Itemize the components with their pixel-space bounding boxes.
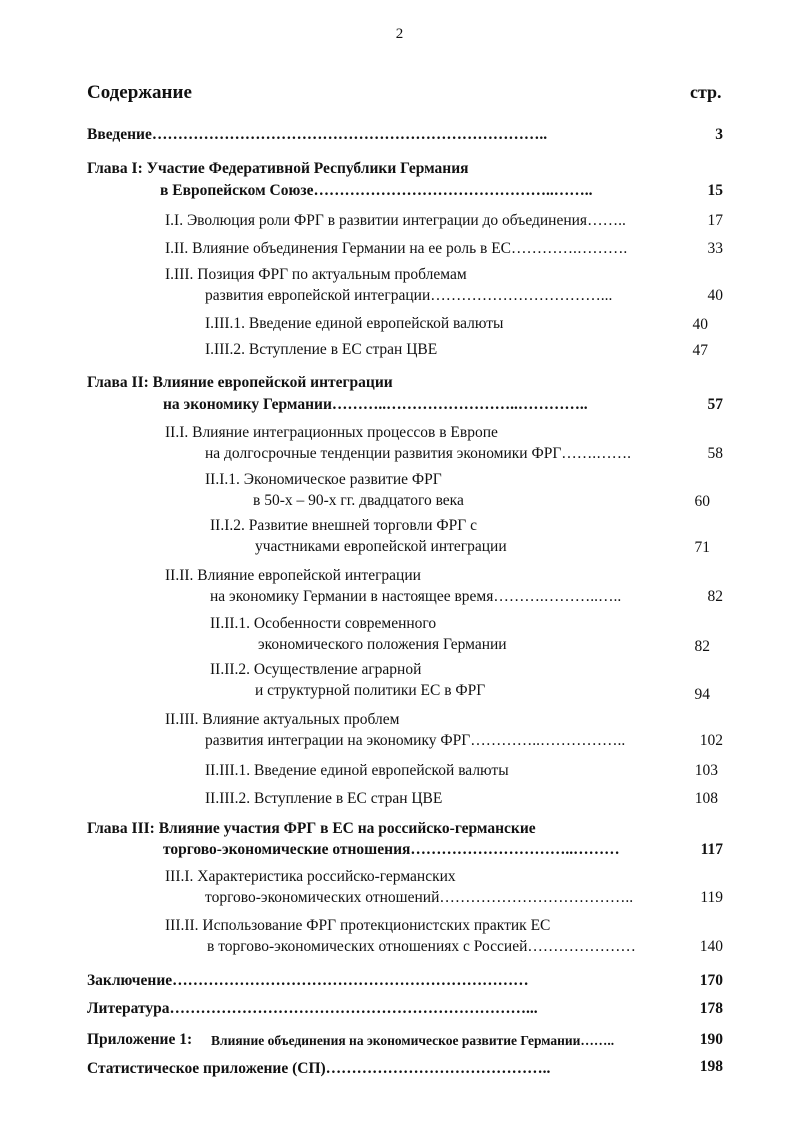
toc-section-1-3-1[interactable]: I.III.1. Введение единой европейской валюты [205,315,504,332]
toc-chapter-2-cont[interactable]: на экономику Германии………..……………………..………….. [163,396,588,413]
toc-conclusion-page: 170 [699,972,723,989]
toc-section-1-1-page: 17 [707,212,723,229]
toc-section-2-2-1-cont[interactable]: экономического положения Германии [258,636,507,653]
toc-section-1-3-2-page: 47 [692,342,708,359]
toc-section-2-2-cont[interactable]: на экономику Германии в настоящее время……….………..….. [210,588,622,605]
toc-chapter-3-cont[interactable]: торгово-экономические отношения…………………………..……… [163,841,620,858]
toc-section-2-1-1-page: 60 [694,493,710,510]
toc-section-1-1[interactable]: I.I. Эволюция роли ФРГ в развитии интеграции до объединения…….. [165,212,626,229]
toc-section-2-2-2-page: 94 [694,686,710,703]
toc-statistical-appendix[interactable]: Статистическое приложение (СП)…………………………………….. [87,1060,551,1077]
toc-chapter-1-page: 15 [707,182,723,199]
toc-section-2-3-1-page: 103 [694,762,718,779]
toc-section-2-3-1[interactable]: II.III.1. Введение единой европейской валюты [205,762,509,779]
toc-literature-page: 178 [699,1000,723,1017]
toc-section-3-1-page: 119 [700,889,723,906]
toc-section-1-3-2[interactable]: I.III.2. Вступление в ЕС стран ЦВЕ [205,341,438,358]
toc-section-3-2[interactable]: III.II. Использование ФРГ протекционистских практик ЕС [165,917,551,934]
toc-conclusion[interactable]: Заключение…………………………………………………………… [87,972,529,989]
toc-section-1-3-cont[interactable]: развития европейской интеграции……………………………... [205,287,613,304]
toc-chapter-1[interactable]: Глава I: Участие Федеративной Республики Германия [87,160,469,177]
toc-section-2-1[interactable]: II.I. Влияние интеграционных процессов в Европе [165,424,498,441]
page-column-header: стр. [690,82,722,102]
toc-section-2-3-2-page: 108 [694,790,718,807]
toc-section-2-2-2-cont[interactable]: и структурной политики ЕС в ФРГ [255,682,486,699]
toc-section-3-2-page: 140 [699,938,723,955]
toc-section-2-1-1[interactable]: II.I.1. Экономическое развитие ФРГ [205,471,442,488]
toc-section-2-3-cont[interactable]: развития интеграции на экономику ФРГ…………..…………….. [205,732,626,749]
toc-section-2-3-2[interactable]: II.III.2. Вступление в ЕС стран ЦВЕ [205,790,443,807]
toc-section-1-3-1-page: 40 [692,316,708,333]
toc-section-2-2[interactable]: II.II. Влияние европейской интеграции [165,567,421,584]
toc-appendix-1-label[interactable]: Приложение 1: [87,1031,193,1048]
toc-section-1-2[interactable]: I.II. Влияние объединения Германии на ее роль в ЕС………….………. [165,240,628,257]
page-title: Содержание [87,82,192,103]
toc-section-2-3-page: 102 [699,732,723,749]
toc-chapter-3-page: 117 [700,841,723,858]
toc-statistical-appendix-page: 198 [699,1058,723,1075]
toc-chapter-2[interactable]: Глава II: Влияние европейской интеграции [87,374,393,391]
toc-section-2-1-2-page: 71 [694,539,710,556]
toc-section-3-2-cont[interactable]: в торгово-экономических отношениях с Россией………………… [207,938,636,955]
toc-section-1-3[interactable]: I.III. Позиция ФРГ по актуальным проблемам [165,266,467,283]
toc-section-3-1-cont[interactable]: торгово-экономических отношений……………………………….. [205,889,634,906]
toc-section-2-2-page: 82 [707,588,723,605]
toc-section-2-3[interactable]: II.III. Влияние актуальных проблем [165,711,400,728]
toc-section-2-2-2[interactable]: II.II.2. Осуществление аграрной [210,661,422,678]
toc-chapter-3[interactable]: Глава III: Влияние участия ФРГ в ЕС на российско-германские [87,820,536,837]
toc-section-2-1-1-cont[interactable]: в 50-х – 90-х гг. двадцатого века [253,492,464,509]
toc-appendix-1-page: 190 [699,1031,723,1048]
toc-section-2-2-1-page: 82 [694,638,710,655]
toc-section-1-3-page: 40 [707,287,723,304]
toc-intro-page: 3 [715,126,723,143]
toc-intro[interactable]: Введение………………………………………………………………….. [87,126,548,143]
toc-section-2-1-2[interactable]: II.I.2. Развитие внешней торговли ФРГ с [210,517,477,534]
toc-section-2-2-1[interactable]: II.II.1. Особенности современного [210,615,437,632]
toc-section-2-1-2-cont[interactable]: участниками европейской интеграции [255,538,507,555]
toc-appendix-1[interactable]: Влияние объединения на экономическое развитие Германии…….. [211,1033,615,1048]
toc-chapter-1-cont[interactable]: в Европейском Союзе………………………………………..…….. [160,182,593,199]
page-number: 2 [395,26,404,42]
toc-section-3-1[interactable]: III.I. Характеристика российско-германских [165,868,456,885]
toc-literature[interactable]: Литература……………………………………………………………... [87,1000,538,1017]
toc-section-2-1-page: 58 [707,445,723,462]
toc-section-2-1-cont[interactable]: на долгосрочные тенденции развития экономики ФРГ…….……. [205,445,632,462]
toc-section-1-2-page: 33 [707,240,723,257]
toc-chapter-2-page: 57 [707,396,723,413]
